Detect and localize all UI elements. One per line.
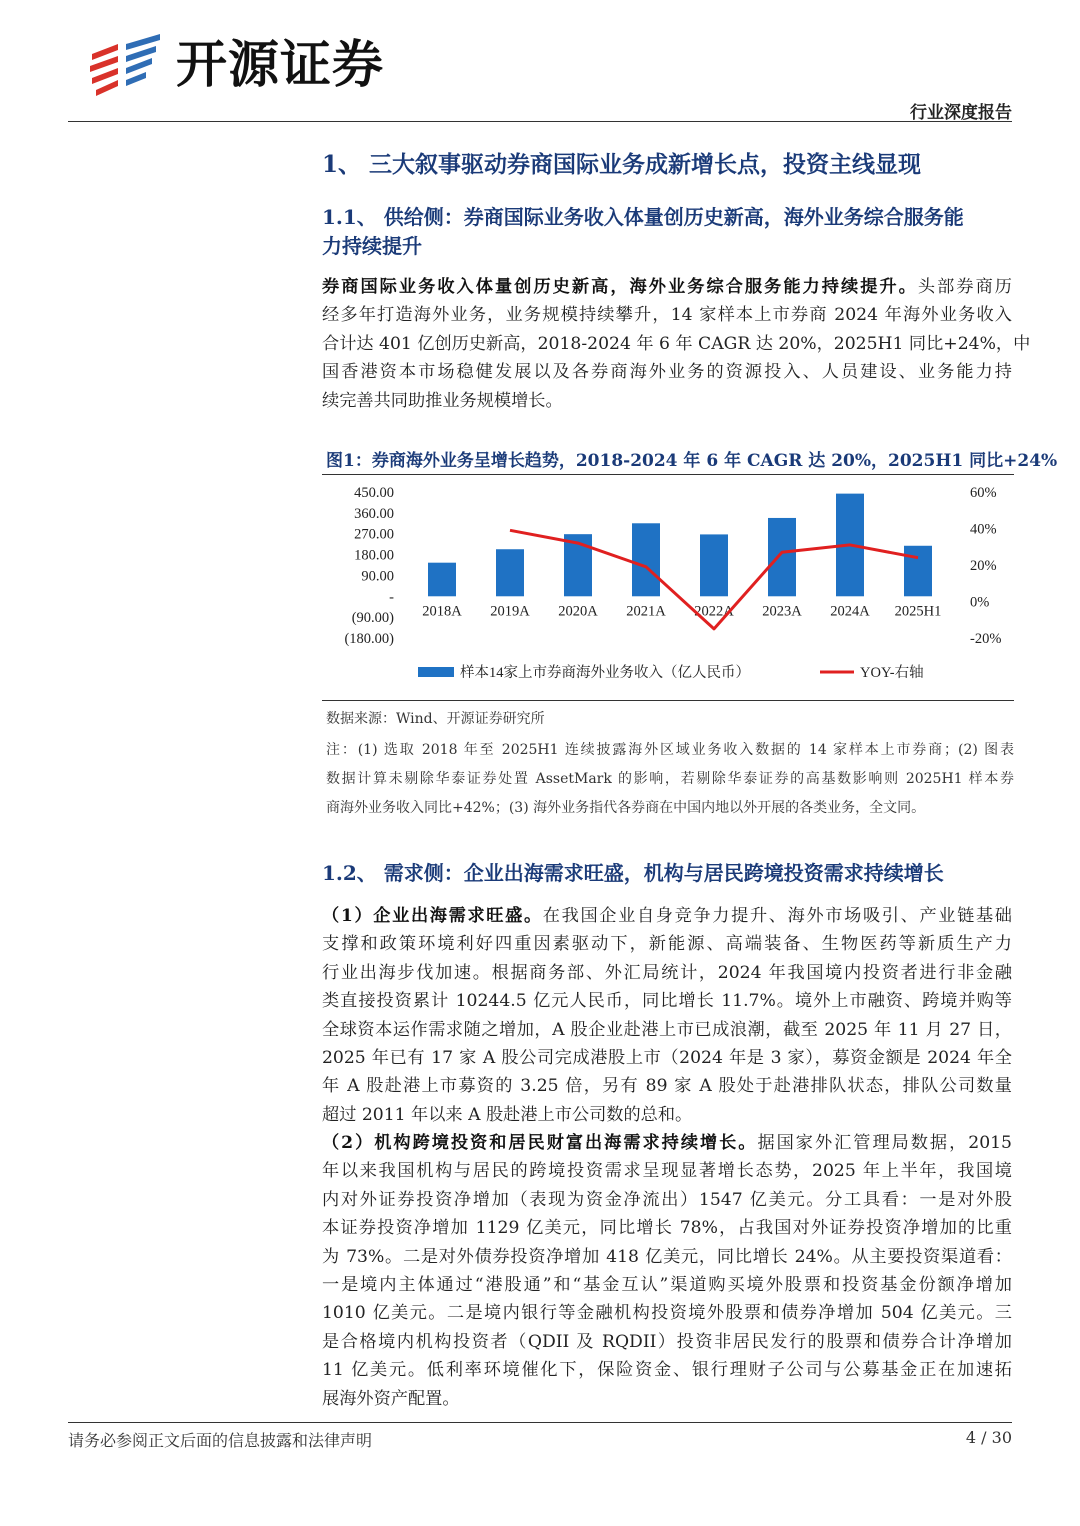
paragraph-line: 展海外资产配置。 — [322, 1388, 460, 1409]
paragraph-line: 支撑和政策环境利好四重因素驱动下，新能源、高端装备、生物医药等新质生产力 — [322, 934, 1012, 955]
paragraph-line: 续完善共同助推业务规模增长。 — [322, 390, 563, 411]
x-axis-category-label: 2018A — [422, 603, 462, 620]
paragraph-line: 内对外证券投资净增加（表现为资金净流出）1547 亿美元。分工具看：一是对外股 — [322, 1189, 1012, 1210]
section-1-1-title-line1: 1.1、 供给侧：券商国际业务收入体量创历史新高，海外业务综合服务能 — [322, 205, 964, 229]
section-1-2-paragraph-1 — [322, 902, 1012, 1129]
section-1-1-title — [322, 203, 964, 261]
right-axis-tick-label: 20% — [970, 558, 997, 574]
figure-note-line: 数据计算未剔除华泰证券处置 AssetMark 的影响，若剔除华泰证券的高基数影响则 2025H1 样本券 — [326, 771, 1014, 787]
paragraph-line: 11 亿美元。低利率环境催化下，保险资金、银行理财子公司与公募基金正在加速拓 — [322, 1360, 1012, 1381]
left-axis-tick-label: - — [389, 589, 394, 606]
report-type-label: 行业深度报告 — [910, 103, 1012, 123]
x-axis-category-label: 2025H1 — [894, 603, 942, 620]
section-1-2-title: 1.2、 需求侧：企业出海需求旺盛，机构与居民跨境投资需求持续增长 — [322, 861, 944, 885]
paragraph-line: 2025 年已有 17 家 A 股公司完成港股上市（2024 年是 3 家），募资金额是 2024 年全 — [322, 1048, 1012, 1069]
company-logo-icon — [88, 34, 168, 98]
paragraph-text: 在我国企业自身竞争力提升、海外市场吸引、产业链基础 — [542, 906, 1012, 926]
right-axis-tick-label: 60% — [970, 485, 997, 501]
x-axis-category-label: 2024A — [830, 603, 870, 620]
paragraph-line: 年以来我国机构与居民的跨境投资需求呈现显著增长态势，2025 年上半年，我国境 — [322, 1161, 1012, 1182]
paragraph-line: 行业出海步伐加速。根据商务部、外汇局统计，2024 年我国境内投资者进行非金融 — [322, 962, 1012, 983]
chart-bar — [904, 546, 932, 597]
legend-bar-swatch — [418, 667, 454, 677]
legend-line-label: YOY-右轴 — [860, 665, 924, 681]
figure-1-title: 图1：券商海外业务呈增长趋势，2018-2024 年 6 年 CAGR 达 20%，2025H1 同比+24% — [326, 451, 1058, 471]
figure-note-line: 注：(1) 选取 2018 年至 2025H1 连续披露海外区域业务收入数据的 14 家样本上市券商；(2) 图表 — [326, 742, 1014, 758]
paragraph-2-lead: （2）机构跨境投资和居民财富出海需求持续增长。 — [322, 1133, 758, 1153]
section-1-1-title-line2: 力持续提升 — [322, 234, 422, 258]
x-axis-category-label: 2019A — [490, 603, 530, 620]
paragraph-line: 本证券投资净增加 1129 亿美元，同比增长 78%，占我国对外证券投资净增加的比重 — [322, 1218, 1012, 1239]
section-1-2-paragraph-2 — [322, 1129, 1012, 1413]
paragraph-line: 是合格境内机构投资者（QDII 及 RQDII）投资非居民发行的股票和债券合计净增加 — [322, 1331, 1012, 1352]
left-axis-tick-label: 270.00 — [354, 526, 394, 543]
header-divider — [68, 121, 1012, 122]
left-axis-tick-label: 450.00 — [354, 485, 394, 501]
paragraph-line: 一是境内主体通过“港股通”和“基金互认”渠道购买境外股票和投资基金份额净增加 — [322, 1275, 1012, 1296]
paragraph-text: 据国家外汇管理局数据，2015 — [757, 1133, 1012, 1153]
figure-source: 数据来源：Wind、开源证券研究所 — [326, 711, 545, 727]
left-axis-tick-label: (90.00) — [351, 610, 394, 627]
right-axis-tick-label: -20% — [970, 631, 1002, 647]
figure-top-rule — [322, 474, 1014, 475]
x-axis-category-label: 2021A — [626, 603, 666, 620]
x-axis-category-label: 2022A — [694, 603, 734, 620]
right-axis-tick-label: 0% — [970, 594, 990, 611]
section-1-1-lead: 券商国际业务收入体量创历史新高，海外业务综合服务能力持续提升。 — [322, 277, 918, 297]
figure-note-line: 商海外业务收入同比+42%；(3) 海外业务指代各券商在中国内地以外开展的各类业务，全文同。 — [326, 800, 926, 816]
left-axis-tick-label: (180.00) — [344, 631, 394, 647]
section-1-title: 1、 三大叙事驱动券商国际业务成新增长点，投资主线显现 — [322, 151, 922, 178]
footer-disclaimer: 请务必参阅正文后面的信息披露和法律声明 — [68, 1431, 373, 1450]
brand-name: 开源证券 — [176, 36, 385, 95]
footer-divider — [68, 1422, 1012, 1423]
chart-bar — [700, 534, 728, 596]
paragraph-1-lead: （1）企业出海需求旺盛。 — [322, 906, 543, 926]
left-axis-tick-label: 180.00 — [354, 547, 394, 564]
revenue-chart — [322, 476, 1014, 698]
legend-bar-label: 样本14家上市券商海外业务收入（亿人民币） — [460, 665, 750, 681]
figure-note — [326, 736, 1014, 823]
chart-bar — [428, 563, 456, 597]
section-1-1-paragraph — [322, 273, 1031, 415]
paragraph-line: 超过 2011 年以来 A 股赴港上市公司数的总和。 — [322, 1104, 693, 1125]
figure-bottom-rule — [322, 700, 1014, 701]
x-axis-category-label: 2023A — [762, 603, 802, 620]
paragraph-text: 头部券商历 — [917, 277, 1012, 297]
left-axis-tick-label: 360.00 — [354, 505, 394, 522]
paragraph-line: 国香港资本市场稳健发展以及各券商海外业务的资源投入、人员建设、业务能力持 — [322, 362, 1012, 383]
paragraph-line: 全球资本运作需求随之增加，A 股企业赴港上市已成浪潮，截至 2025 年 11 月 27 日， — [322, 1019, 1012, 1040]
paragraph-line: 1010 亿美元。二是境内银行等金融机构投资境外股票和债券净增加 504 亿美元。三 — [322, 1303, 1012, 1324]
paragraph-line: 年 A 股赴港上市募资的 3.25 倍，另有 89 家 A 股处于赴港排队状态，排队公司数量 — [322, 1076, 1012, 1097]
paragraph-line: 合计达 401 亿创历史新高，2018-2024 年 6 年 CAGR 达 20%，2025H1 同比+24%，中 — [322, 333, 1031, 354]
page-number: 4 / 30 — [965, 1428, 1012, 1447]
left-axis-tick-label: 90.00 — [361, 568, 394, 585]
paragraph-line: 经多年打造海外业务，业务规模持续攀升，14 家样本上市券商 2024 年海外业务收入 — [322, 305, 1012, 326]
chart-bar — [768, 518, 796, 596]
paragraph-line: 为 73%。二是对外债券投资净增加 418 亿美元，同比增长 24%。从主要投资渠道看： — [322, 1246, 1012, 1267]
chart-bar — [632, 523, 660, 596]
x-axis-category-label: 2020A — [558, 603, 598, 620]
right-axis-tick-label: 40% — [970, 521, 997, 538]
chart-bar — [496, 549, 524, 596]
paragraph-line: 类直接投资累计 10244.5 亿元人民币，同比增长 11.7%。境外上市融资、跨境并购等 — [322, 991, 1012, 1012]
